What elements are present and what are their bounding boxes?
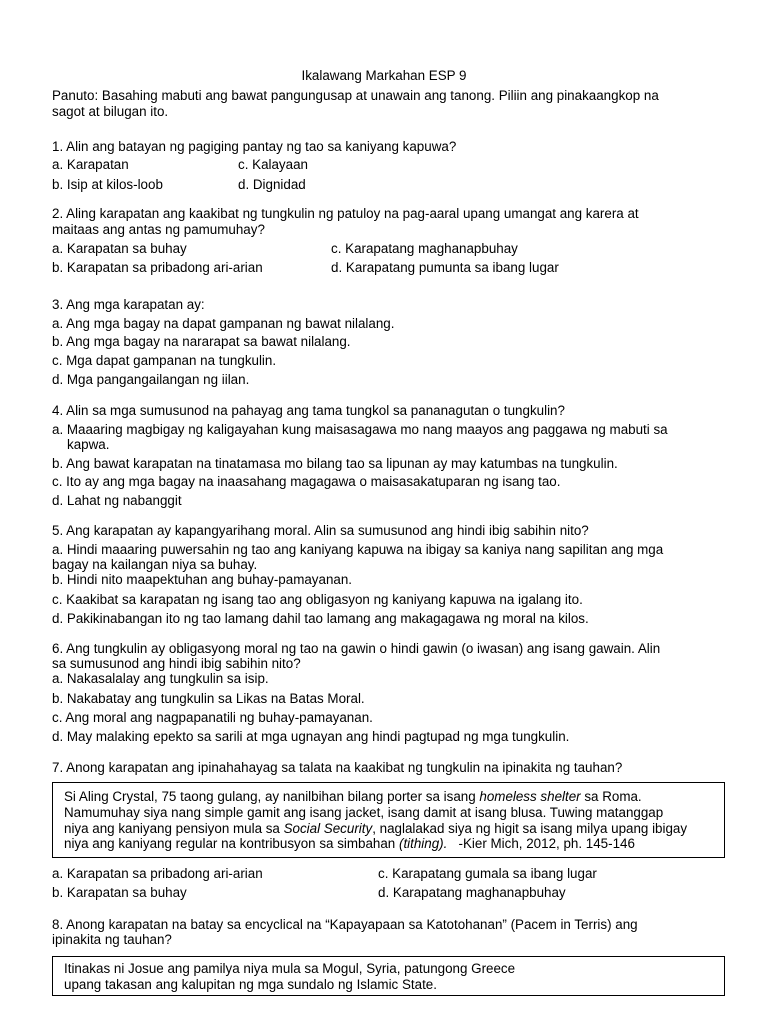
q6-choice-b: b. Nakabatay ang tungkulin sa Likas na Batas Moral. (52, 691, 365, 706)
question-2-line-1: 2. Aling karapatan ang kaakibat ng tungkulin ng patuloy na pag-aaral upang umangat ang karera at (52, 206, 639, 221)
question-6-line-2: sa sumusunod ang hindi ibig sabihin nito? (52, 656, 301, 671)
q5-choice-d: d. Pakikinabangan ito ng tao lamang dahil tao lamang ang makagagawa ng moral na kilos. (52, 611, 589, 626)
q6-choice-a: a. Nakasalalay ang tungkulin sa isip. (52, 671, 269, 686)
q5-choice-b: b. Hindi nito maapektuhan ang buhay-pamayanan. (52, 572, 353, 587)
q2-choice-a: a. Karapatan sa buhay (52, 241, 187, 256)
q5-choice-a-line-1: a. Hindi maaaring puwersahin ng tao ang kaniyang kapuwa na ibigay sa kaniya nang sapilitan ang mga (52, 542, 664, 557)
question-7: 7. Anong karapatan ang ipinahahayag sa talata na kaakibat ng tungkulin na ipinakita ng tauhan? (52, 760, 623, 775)
question-8-line-1: 8. Anong karapatan na batay sa encyclical na “Kapayapaan sa Katotohanan” (Pacem in Terris) ang (52, 917, 638, 932)
question-4: 4. Alin sa mga sumusunod na pahayag ang tama tungkol sa pananagutan o tungkulin? (52, 403, 565, 418)
q3-choice-c: c. Mga dapat gampanan na tungkulin. (52, 353, 277, 368)
q1-choice-a: a. Karapatan (52, 157, 129, 172)
question-6-line-1: 6. Ang tungkulin ay obligasyong moral ng tao na gawin o hindi gawin (o iwasan) ang isang gawain. Alin (52, 641, 661, 656)
q3-choice-b: b. Ang mga bagay na nararapat sa bawat nilalang. (52, 334, 351, 349)
q7-passage-line-3: niya ang kaniyang pensiyon mula sa Social Security, naglalakad siya ng higit sa isang milya upang ibigay (64, 821, 688, 836)
instructions-line-2: sagot at bilugan ito. (52, 104, 169, 119)
q4-choice-a-line-1: a. Maaaring magbigay ng kaligayahan kung maisasagawa mo nang maayos ang paggawa ng mabuti sa (52, 422, 668, 437)
page-title: Ikalawang Markahan ESP 9 (301, 68, 467, 83)
q5-choice-c: c. Kaakibat sa karapatan ng isang tao ang obligasyon ng kaniyang kapuwa na igalang ito. (52, 592, 583, 607)
q1-choice-b: b. Isip at kilos-loob (52, 177, 163, 192)
question-1: 1. Alin ang batayan ng pagiging pantay ng tao sa kaniyang kapuwa? (52, 139, 457, 154)
q6-choice-d: d. May malaking epekto sa sarili at mga ugnayan ang hindi pagtupad ng mga tungkulin. (52, 729, 570, 744)
question-5: 5. Ang karapatan ay kapangyarihang moral. Alin sa sumusunod ang hindi ibig sabihin nito? (52, 523, 589, 538)
q7-passage-line-4: niya ang kaniyang regular na kontribusyon sa simbahan (tithing). -Kier Mich, 2012, ph. 145-146 (64, 836, 635, 851)
q1-choice-c: c. Kalayaan (238, 157, 308, 172)
question-3: 3. Ang mga karapatan ay: (52, 297, 205, 312)
q2-choice-b: b. Karapatan sa pribadong ari-arian (52, 260, 263, 275)
q7-choice-b: b. Karapatan sa buhay (52, 885, 187, 900)
q7-passage-line-2: Namumuhay siya nang simple gamit ang isang jacket, isang damit at isang blusa. Tuwing matanggap (64, 805, 664, 820)
q7-choice-a: a. Karapatan sa pribadong ari-arian (52, 866, 263, 881)
q3-choice-a: a. Ang mga bagay na dapat gampanan ng bawat nilalang. (52, 316, 395, 331)
q7-passage-line-1: Si Aling Crystal, 75 taong gulang, ay nanilbihan bilang porter sa isang homeless shelter sa Roma. (64, 789, 642, 804)
q8-passage-line-2: upang takasan ang kalupitan ng mga sundalo ng Islamic State. (64, 977, 437, 992)
q6-choice-c: c. Ang moral ang nagpapanatili ng buhay-pamayanan. (52, 710, 373, 725)
q2-choice-c: c. Karapatang maghanapbuhay (331, 241, 518, 256)
question-8-line-2: ipinakita ng tauhan? (52, 932, 172, 947)
q4-choice-c: c. Ito ay ang mga bagay na inaasahang magagawa o maisasakatuparan ng isang tao. (52, 474, 561, 489)
question-2-line-2: maitaas ang antas ng pamumuhay? (52, 222, 265, 237)
q2-choice-d: d. Karapatang pumunta sa ibang lugar (331, 260, 559, 275)
q4-choice-a-line-2: kapwa. (67, 437, 110, 452)
q7-choice-c: c. Karapatang gumala sa ibang lugar (378, 866, 597, 881)
q8-passage-line-1: Itinakas ni Josue ang pamilya niya mula sa Mogul, Syria, patungong Greece (64, 961, 516, 976)
q4-choice-d: d. Lahat ng nabanggit (52, 493, 182, 508)
q7-choice-d: d. Karapatang maghanapbuhay (378, 885, 566, 900)
q4-choice-b: b. Ang bawat karapatan na tinatamasa mo bilang tao sa lipunan ay may katumbas na tungkulin. (52, 456, 618, 471)
instructions-line-1: Panuto: Basahing mabuti ang bawat pangungusap at unawain ang tanong. Piliin ang pinakaangkop na (52, 88, 659, 103)
q5-choice-a-line-2: bagay na kailangan niya sa buhay. (52, 557, 258, 572)
q3-choice-d: d. Mga pangangailangan ng iilan. (52, 372, 250, 387)
q1-choice-d: d. Dignidad (238, 177, 306, 192)
